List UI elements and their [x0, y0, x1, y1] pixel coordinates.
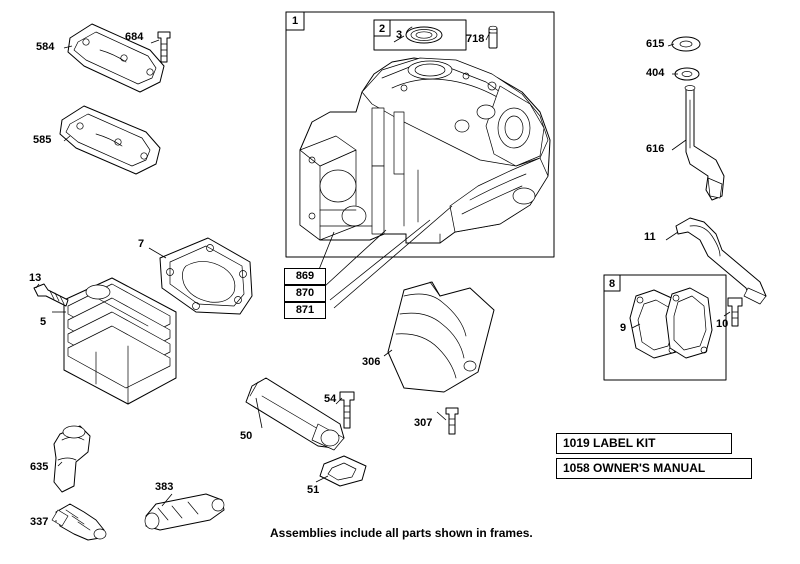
frame-1-label: 1 [292, 15, 299, 27]
callout-13: 13 [29, 272, 42, 284]
part-9-plate [666, 288, 712, 358]
callout-10: 10 [716, 318, 729, 330]
part-5-cylinder-head [64, 278, 176, 404]
callout-870: 870 [284, 285, 326, 302]
callout-9: 9 [620, 322, 627, 334]
part-306-shield [388, 282, 494, 392]
part-7-head-gasket [160, 238, 252, 314]
callout-11: 11 [644, 231, 656, 243]
part-616-dipstick [685, 86, 724, 201]
frame-8-label: 8 [609, 278, 616, 290]
part-404-washer [675, 68, 699, 80]
callout-5: 5 [40, 316, 47, 328]
part-3-seal [406, 27, 442, 43]
callout-635: 635 [30, 461, 49, 473]
callout-684: 684 [125, 31, 144, 43]
callout-3: 3 [396, 29, 403, 41]
part-51-gasket [320, 456, 366, 486]
callout-585: 585 [33, 134, 52, 146]
callout-871: 871 [284, 302, 326, 319]
callout-306: 306 [362, 356, 381, 368]
callout-383: 383 [155, 481, 174, 493]
part-307-bolt [446, 408, 458, 434]
crankcase-assembly [300, 58, 550, 243]
frame-2-label: 2 [379, 23, 386, 35]
callout-616: 616 [646, 143, 665, 155]
part-615-washer [672, 37, 700, 51]
callout-718: 718 [466, 33, 485, 45]
label-kit-1019: 1019 LABEL KIT [556, 433, 732, 454]
owners-manual-1058: 1058 OWNER'S MANUAL [556, 458, 752, 479]
part-585-gasket [60, 106, 160, 174]
part-635-boot [54, 426, 90, 492]
callout-307: 307 [414, 417, 433, 429]
part-684-screw [158, 32, 170, 62]
part-50-tube [246, 378, 344, 450]
callout-50: 50 [240, 430, 253, 442]
callout-51: 51 [307, 484, 320, 496]
callout-869: 869 [284, 268, 326, 285]
callout-615: 615 [646, 38, 665, 50]
part-13-bolt [34, 284, 68, 306]
part-10-screw [728, 298, 742, 326]
part-54-bolt [340, 392, 354, 428]
callout-7: 7 [138, 238, 145, 250]
footnote-text: Assemblies include all parts shown in frames. [270, 526, 533, 540]
part-718-pin [489, 26, 497, 48]
callout-404: 404 [646, 67, 665, 79]
part-337-spark-plug [52, 504, 106, 540]
part-584-gasket [68, 24, 164, 92]
part-383-tool [145, 494, 224, 530]
callout-584: 584 [36, 41, 55, 53]
callout-54: 54 [324, 393, 337, 405]
callout-337: 337 [30, 516, 49, 528]
